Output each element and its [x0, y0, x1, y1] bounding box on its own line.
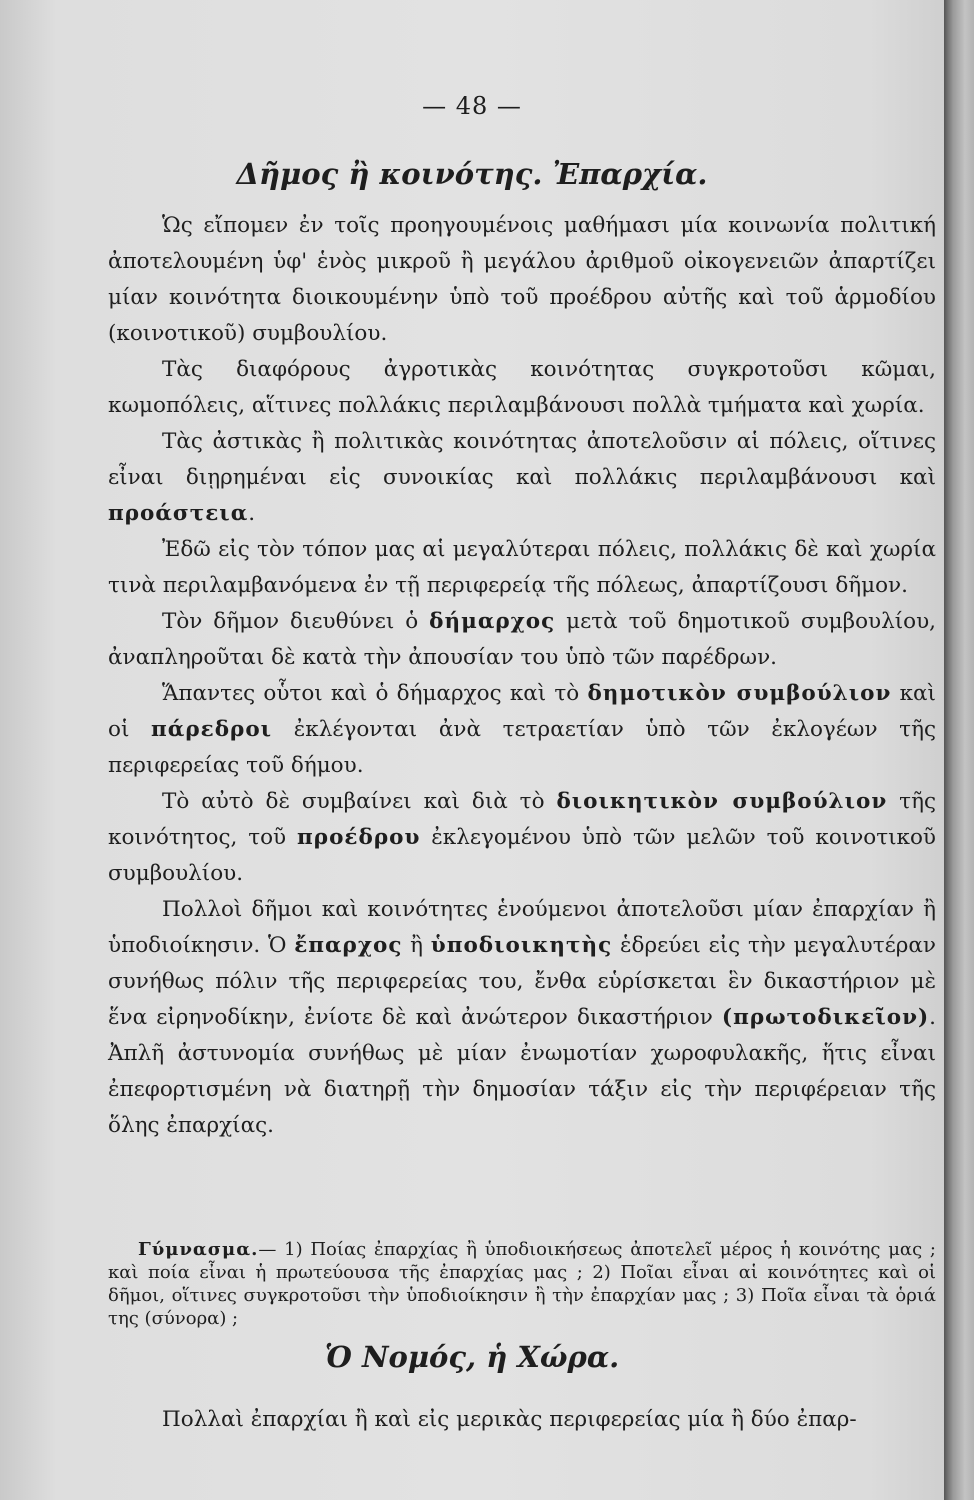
bold-term: προέδρου	[297, 825, 421, 850]
section-heading: Δῆμος ἢ κοινότης. Ἐπαρχία.	[236, 157, 708, 191]
continuation-text: Πολλαὶ ἐπαρχίαι ἢ καὶ εἰς μερικὰς περιφερείας μία ἢ δύο ἐπαρ-	[162, 1407, 857, 1432]
paragraph: Πολλοὶ δῆμοι καὶ κοινότητες ἑνούμενοι ἀποτελοῦσι μίαν ἐπαρχίαν ἢ ὑποδιοίκησιν. Ὁ ἔπαρχος ἢ ὑποδιοικητὴς ἑδρεύει εἰς τὴν μεγαλυτέραν συνήθως πόλιν τῆς περιφερείας του, ἔνθα εὑρίσκεται ἓν δικαστήριον μὲ ἕνα εἰρηνοδίκην, ἐνίοτε δὲ καὶ ἀνώτερον δικαστήριον (πρωτοδικεῖον). Ἀπλῆ ἀστυνομία συνήθως μὲ μίαν ἐνωμοτίαν χωροφυλακῆς, ἥτις εἶναι ἐπεφορτισμένη νὰ διατηρῇ τὴν δημοσίαν τάξιν εἰς τὴν περιφέρειαν τῆς ὅλης ἐπαρχίας.	[108, 897, 936, 1138]
bold-term: διοικητικὸν συμβούλιον	[556, 789, 888, 814]
paragraph: Τὸν δῆμον διευθύνει ὁ δήμαρχος μετὰ τοῦ δημοτικοῦ συμβουλίου, ἀναπληροῦται δὲ κατὰ τὴν ἀπουσίαν του ὑπὸ τῶν παρέδρων.	[108, 609, 937, 670]
paragraph: Ἅπαντες οὗτοι καὶ ὁ δήμαρχος καὶ τὸ δημοτικὸν συμβούλιον καὶ οἱ πάρεδροι ἐκλέγονται ἀνὰ τετραετίαν ὑπὸ τῶν ἐκλογέων τῆς περιφερείας τοῦ δήμου.	[108, 681, 937, 778]
page-number: — 48 —	[422, 92, 522, 120]
bold-term: ὑποδιοικητὴς	[430, 933, 613, 958]
paragraph: Τὰς διαφόρους ἀγροτικὰς κοινότητας συγκροτοῦσι κῶμαι, κωμοπόλεις, αἵτινες πολλάκις περιλαμβάνουσι πολλὰ τμήματα καὶ χωρία.	[108, 357, 936, 418]
bold-term: ἔπαρχος	[294, 933, 403, 958]
bold-term: δημοτικὸν συμβούλιον	[587, 681, 892, 706]
paragraph: Ἐδῶ εἰς τὸν τόπον μας αἱ μεγαλύτεραι πόλεις, πολλάκις δὲ καὶ χωρία τινὰ περιλαμβανόμενα ἐν τῇ περιφερείᾳ τῆς πόλεως, ἀπαρτίζουσι δῆμον.	[108, 537, 936, 598]
bold-term: πάρεδροι	[151, 717, 273, 742]
subsection-heading: Ὁ Νομός, ἡ Χώρα.	[324, 1340, 620, 1374]
paragraph: Ὡς εἴπομεν ἐν τοῖς προηγουμένοις μαθήμασι μία κοινωνία πολιτική ἀποτελουμένη ὑφ' ἑνὸς μικροῦ ἢ μεγάλου ἀριθμοῦ οἰκογενειῶν ἀπαρτίζει μίαν κοινότητα διοικουμένην ὑπὸ τοῦ προέδρου αὐτῆς καὶ τοῦ ἁρμοδίου (κοινοτικοῦ) συμβουλίου.	[108, 213, 936, 346]
bold-term: (πρωτοδικεῖον)	[721, 1005, 930, 1030]
book-spine-shadow	[944, 0, 974, 1500]
exercise-label: Γύμνασμα.	[138, 1239, 259, 1260]
bold-term: προάστεια	[108, 501, 249, 526]
bold-term: δήμαρχος	[429, 609, 556, 634]
paragraph: Τὰς ἀστικὰς ἢ πολιτικὰς κοινότητας ἀποτελοῦσιν αἱ πόλεις, οἵτινες εἶναι διῃρημέναι εἰς συνοικίας καὶ πολλάκις περιλαμβάνουσι καὶ προάστεια.	[108, 429, 936, 526]
exercise-text: — 1) Ποίας ἐπαρχίας ἢ ὑποδιοικήσεως ἀποτελεῖ μέρος ἡ κοινότης μας ; καὶ ποία εἶναι ἡ πρωτεύουσα τῆς ἐπαρχίας μας ; 2) Ποῖαι εἶναι αἱ κοινότητες καὶ οἱ δῆμοι, οἵτινες συγκροτοῦσι τὴν ὑποδιοίκησιν ἢ τὴν ἐπαρχίαν μας ; 3) Ποῖα εἶναι τὰ ὁριά της (σύνορα) ;	[108, 1239, 936, 1329]
paragraph: Τὸ αὐτὸ δὲ συμβαίνει καὶ διὰ τὸ διοικητικὸν συμβούλιον τῆς κοινότητος, τοῦ προέδρου ἐκλεγομένου ὑπὸ τῶν μελῶν τοῦ κοινοτικοῦ συμβουλίου.	[108, 789, 936, 886]
body-text	[108, 208, 936, 1144]
exercise-block	[108, 1238, 936, 1330]
